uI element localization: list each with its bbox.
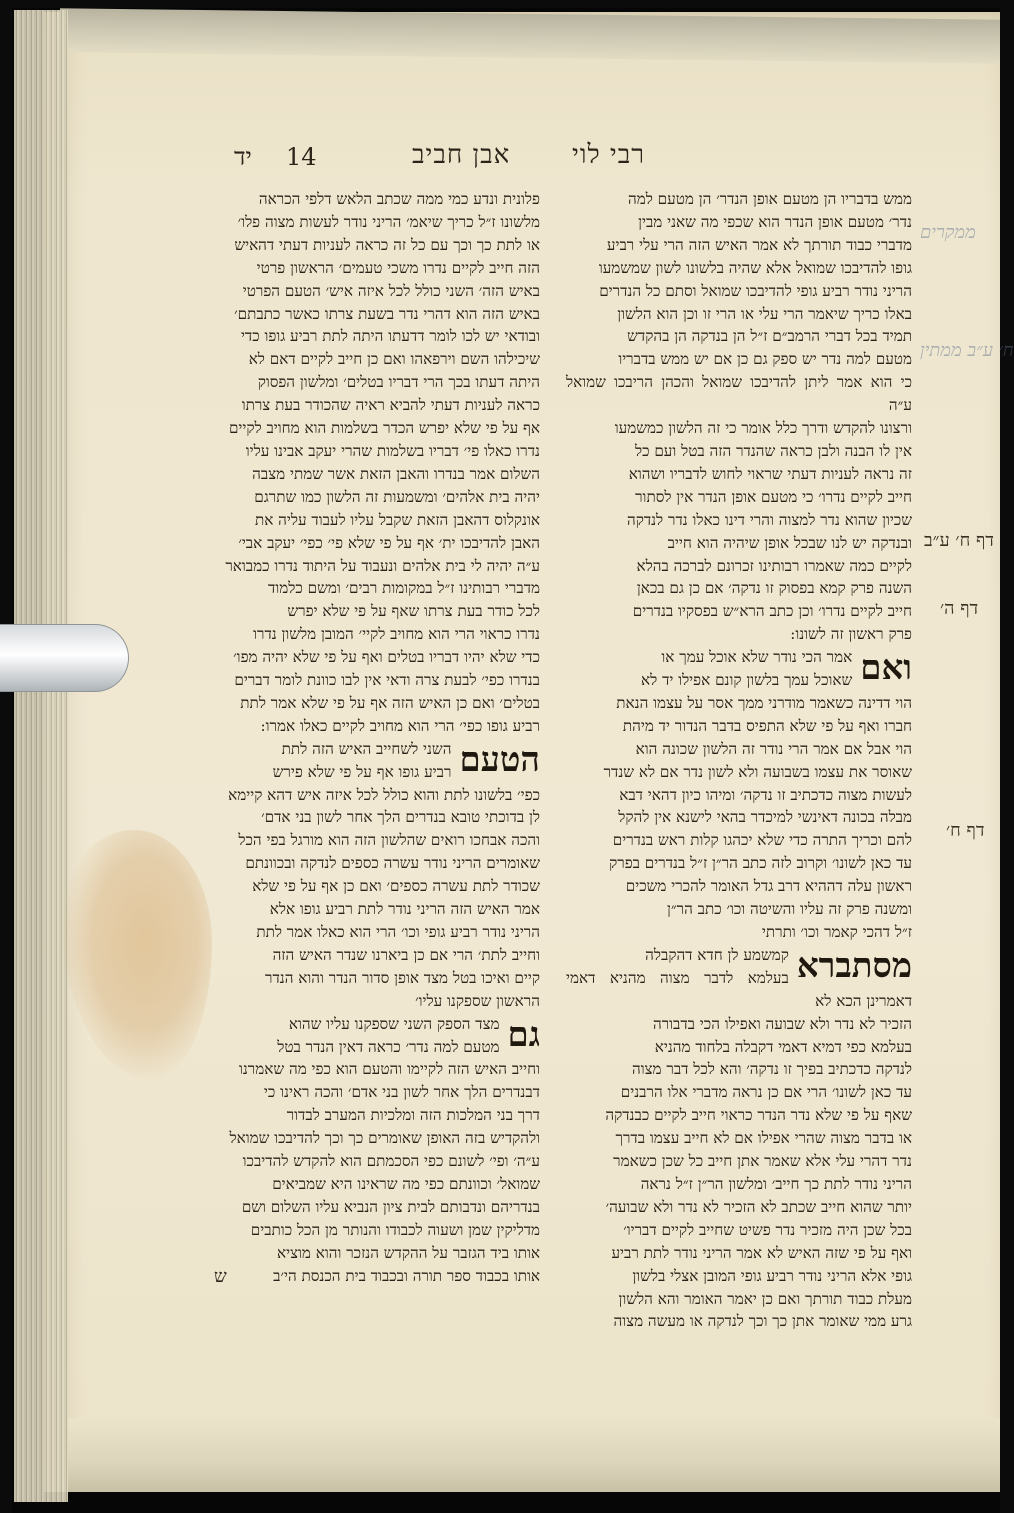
text-column-left bbox=[200, 188, 540, 1288]
margin-note-daf-1: דף ח׳ ע״ב bbox=[924, 530, 994, 551]
running-head-right: רבי לוי bbox=[572, 140, 646, 170]
page-clip bbox=[0, 624, 129, 692]
margin-note-daf-2: דף ה׳ bbox=[940, 598, 979, 619]
text-line: האבן להדיבכו ית׳ אף על פי שלא פי׳ כפי׳ יעקב אבי׳ bbox=[238, 533, 540, 552]
text-line: וחייב האיש הזה לקיימו והטעם הוא כפי מה שאמרנו bbox=[238, 1060, 540, 1079]
text-line: עד כאן לשונו׳ הרי אם כן נראה מדברי אלו הרבנים bbox=[620, 1083, 912, 1102]
text-line: שכיון שהוא נדר למצוה והרי דינו כאלו נדר לנדקה bbox=[626, 510, 912, 529]
text-line: והכה אבחכו רואים שהלשון הזה הוא מורגל בפי הכל bbox=[238, 831, 540, 850]
text-line: להם וכריך התרה כדי שלא יכהגו קלות ראש בנדרים bbox=[612, 831, 912, 850]
text-line: גופי אלא הריני נודר רביע גופי המובן אצלי בלשון bbox=[632, 1266, 912, 1285]
text-line: כדי שלא יהיו דבריו בטלים ואף על פי שלא יהיה מפו׳ bbox=[233, 648, 540, 667]
text-line: כראה לעניות דעתי להביא ראיה שהכודר בעת צרתו bbox=[241, 396, 540, 415]
text-line: ומשנה פרק זה עליו והשיטה וכו׳ כתב הר״ן bbox=[666, 900, 912, 919]
text-line: לנדקה כדכתיב בפיך זו נדקה׳ והא לכל דבר מצוה bbox=[631, 1060, 912, 1079]
text-line: ואף על פי שזה האיש לא אמר הריני נודר לתת רביע bbox=[611, 1243, 912, 1262]
text-line: תמיד בכל דברי הרמב״ם ז״ל הן בנדקה הן בהקדש bbox=[627, 327, 912, 346]
text-line: בטלים׳ ואם כן האיש הזה אף על פי שלא אמר לתת bbox=[240, 693, 540, 712]
text-line: בנדריהם ונדבותם לבית ציון הנביא עליו השלום ושם bbox=[241, 1197, 540, 1216]
catchword: ש bbox=[214, 1266, 237, 1287]
text-line: מבלה בכונה דאינשי למיכדר בהאי לישנא אין להקל bbox=[618, 808, 912, 827]
text-line: היתה דעתו בכך הרי דבריו בטלים׳ ומלשון הפסוק bbox=[257, 373, 540, 392]
lemma-word: גם bbox=[507, 1014, 540, 1055]
text-line: מטעם למה נדר יש ספק גם כן אם יש ממש בדבריו bbox=[618, 350, 912, 369]
text-column-right bbox=[566, 188, 912, 1333]
text-line: אמר הכי נודר שלא אוכל עמך או bbox=[661, 648, 853, 667]
text-line: שאוכל עמך בלשון קונם אפילו יד לא bbox=[641, 671, 853, 690]
text-line: ורצונו להקדש ודרך כלל אומר כי זה הלשון כמשמעו bbox=[614, 419, 912, 438]
text-line: חייב לקיים נדרו׳ כי מטעם אופן הנדר אין לסתור bbox=[635, 487, 912, 506]
text-line: זה נראה לעניות דעתי שראוי לחוש לדבריו ושהוא bbox=[628, 464, 912, 483]
text-line: רביע גופו אף על פי שלא פירש bbox=[272, 762, 452, 781]
running-head-center: אבן חביב bbox=[412, 140, 511, 170]
paragraph-right-3 bbox=[566, 944, 912, 1333]
text-line: אין לו הבנה ולבן כראה שהנדר הזה בטל ועם כל bbox=[634, 441, 912, 460]
text-line: אותו בכבוד ספר תורה ובכבוד בית הכנסת הי׳ב bbox=[273, 1266, 540, 1285]
lemma-word: הטעם bbox=[459, 739, 540, 780]
text-line: ממש בדבריו הן מטעם אופן הנדר׳ הן מטעם למה bbox=[628, 190, 912, 208]
text-line: מדברי כבוד תורתך לא אמר האיש הזה הרי עלי רביע bbox=[606, 235, 912, 254]
text-line: מטעם למה נדר׳ כראה דאין הנדר בטל bbox=[277, 1037, 500, 1056]
text-line: גרע ממי שאומר אתן כך וכך לנדקה או מעשה מצוה bbox=[613, 1312, 912, 1331]
text-line: בנדרו כפי׳ לבעת צרה ודאי אין לבו כוונת לומר דברים bbox=[234, 671, 540, 690]
text-line: השני לשחייב האיש הזה לתת bbox=[281, 739, 452, 758]
text-line: מעלת כבוד תורתך ואם כן יאמר האומר והא הלשון bbox=[618, 1289, 912, 1308]
text-line: הריני נודר לתת כך חייב׳ ומלשון הר״ן ז״ל נראה bbox=[640, 1174, 912, 1193]
text-line: הוי דדינה כשאמר מודרני ממך אסר על עצמו הנאת bbox=[616, 693, 912, 712]
text-line: שכודר לתת עשרה כספים׳ ואם כן אף על פי שלא bbox=[252, 877, 540, 896]
text-line: אונקלוס דהאבן הזאת שקבל עליו לעבוד עליה את bbox=[254, 510, 540, 529]
text-line: דרך בני המלכות הזה ומלכיות המערב לבדור bbox=[286, 1106, 540, 1125]
text-line: נדרו כאלו פי׳ דבריו בשלמות שהרי יעקב אבינו עליו bbox=[245, 441, 540, 460]
text-line: שיכילהו השם וירפאהו ואם כן חייב לקיים דאם לא bbox=[248, 350, 540, 369]
text-line: נדר דהרי עלי אלא שאמר אתן חייב כל שכן כשאמר bbox=[613, 1152, 912, 1171]
text-line: לקיים כמה שאמרו רבותינו זכרונם לברכה בהלא bbox=[636, 556, 912, 575]
text-line: הריני נודר רביע גופי וכו׳ הרי הוא כאלו אמר לתת bbox=[256, 923, 540, 941]
text-line: שמואל׳ וכוונתם כפי מה שראינו היא שמביאים bbox=[272, 1174, 540, 1193]
text-line: הוי אבל אם אמר הרי נודר זה הלשון שכונה הוא bbox=[635, 739, 912, 758]
text-line: נדר׳ מטעם אופן הנדר הוא שכפי מה שאני מבין bbox=[638, 212, 912, 231]
text-line: וחייב לתת׳ הרי אם כן ביארנו שנדר האיש הזה bbox=[272, 945, 540, 964]
text-line: פרק ראשון זה לשונו: bbox=[790, 625, 912, 644]
text-line: מלשונו ז״ל כריך שיאמ׳ הריני נודר לעשות מצוה פלו׳ bbox=[237, 212, 540, 231]
text-line: גופו להדיבכו שמואל אלא שהיה בלשונו לשון שמשמעו bbox=[598, 258, 912, 277]
text-line: או לתת כך וכך עם כל זה כראה לעניות דעתי דהאיש bbox=[234, 235, 540, 254]
text-line: עד כאן לשונו׳ וקרוב לזה כתב הר״ן ז״ל בנדרים בפרק bbox=[609, 854, 912, 873]
text-line: השלום אמר בנדרו והאבן הזאת אשר שמתי מצבה bbox=[252, 464, 540, 483]
text-line: שאף על פי שלא נדר הנדר כראוי חייב לקיים כבנדקה bbox=[605, 1106, 912, 1125]
margin-note-daf-3: דף ח׳ bbox=[946, 820, 985, 841]
text-line: לכל כודר בעת צרתו שאף על פי שלא יפרש bbox=[287, 602, 540, 621]
text-line: ולהקדיש בזה האופן שאומרים כך וכך להדיבכו שמואל bbox=[229, 1129, 540, 1148]
text-line: או בדבר מצוה שהרי אפילו אם לא חייב עצמו בדרך bbox=[615, 1129, 912, 1148]
folio-arabic: 14 bbox=[286, 143, 317, 171]
text-line: באיש הזה הוא דהרי נדר בשעת צרתו כאשר כתבתם׳ bbox=[234, 304, 540, 323]
paragraph-left-3 bbox=[200, 1013, 540, 1288]
page-stack-left-edge bbox=[14, 10, 68, 1502]
text-line: מצד הספק השני שספקנו עליו שהוא bbox=[288, 1014, 500, 1033]
text-line: ע״ה יהיה לי בית אלהים ונעבוד על היתוד נדרו כמבואר bbox=[225, 556, 540, 575]
text-line: בכל שכן היה מזכיר נדר פשיט שחייב לקיים דבריו׳ bbox=[623, 1220, 912, 1239]
text-line: רביע גופו כפי׳ הרי הוא מחויב לקיים כאלו אמרו: bbox=[260, 716, 540, 735]
text-line: חברו ואף על פי שלא התפיס בדבר הנדור יד מיהת bbox=[622, 716, 912, 735]
text-line: ז״ל דהכי קאמר וכו׳ ותרתי bbox=[761, 923, 912, 941]
lemma-word: מסתברא bbox=[796, 945, 912, 986]
text-line: בעלמא לדבר מצוה מהניא דאמי דאמרינן הכא לא bbox=[566, 968, 912, 1010]
text-line: מדליקין שמן ושעוה לכבודו והנותר מן הכל כותבים bbox=[250, 1220, 540, 1239]
text-line: באיש הזה׳ השני כולל לכל איזה איש׳ הטעם הפרטי bbox=[242, 281, 540, 300]
text-line: הריני נודר רביע גופי להדיבכו שמואל וסתם כל הנדרים bbox=[599, 281, 912, 300]
page-bottom-edge bbox=[68, 1418, 1000, 1492]
text-line: חייב לקיים נדרו׳ וכן כתב הרא״ש בפסקיו בנדרים bbox=[632, 602, 912, 621]
text-line: הראשון שספקנו עליו׳ bbox=[415, 991, 540, 1010]
text-line: ובודאי יש לכו לומר דדעתו היתה לתת רביע גופו כדי bbox=[240, 327, 540, 346]
text-line: קיים ואיכו בטל מצד אופן סדור הנדר והוא הנדר bbox=[265, 968, 540, 987]
text-line: לעשות מצוה כדכתיב זו נדקה׳ ומיהו כיון דהאי דבא bbox=[619, 785, 912, 804]
paragraph-right-2 bbox=[566, 646, 912, 944]
text-line: בעלמא כפי דמיא דאמי דקבלה בלחוד מהניא bbox=[654, 1037, 912, 1056]
text-line: כי הוא אמר ליתן להדיבכו שמואל והכהן הריבכו שמואל ע״ה bbox=[566, 373, 912, 415]
text-line: אמר האיש הזה הריני נודר לתת רביע גופו אלא bbox=[269, 900, 540, 919]
text-line: כפי׳ בלשונו לתת והוא כולל לכל איזה איש דהא קיימא bbox=[228, 785, 540, 804]
text-line: דבנדרים הלך אחר לשון בני אדם׳ והכה ראינו כי bbox=[263, 1083, 540, 1102]
text-line: שאומרים הריני נודר עשרה כספים לנדקה ובכוונתם bbox=[245, 854, 540, 873]
text-line: פלונית ונדע כמי ממה שכתב הלאש דלפי הכראה bbox=[258, 190, 540, 208]
text-line: קמשמע לן חדא דהקבלה bbox=[645, 945, 789, 964]
text-line: אותו ביד הגזבר על ההקדש הנזכר והוא מוציא bbox=[276, 1243, 540, 1262]
lemma-word: ואם bbox=[860, 648, 912, 689]
text-line: נדרו כראוי הרי הוא מחויב לקיי׳ המובן מלשון נדרו bbox=[253, 625, 540, 644]
text-line: יותר שהוא חייב שכתב לא הזכיר לא נדר ולא שבועה׳ bbox=[605, 1197, 912, 1216]
margin-faint-note-2: ח׳ ע״ב ממתין bbox=[920, 340, 1014, 361]
paragraph-left-1 bbox=[200, 188, 540, 738]
margin-faint-note-1: ממקרים bbox=[920, 222, 976, 243]
text-line: ע״ה׳ ופי׳ לשונם כפי הסכמתם הוא להקדש להדיבכו bbox=[242, 1152, 540, 1171]
text-line: יהיה בית אלהים׳ ומשמעות זה הלשון כמו שתרגם bbox=[254, 487, 540, 506]
text-line: הזה חייב לקיים נדרו משכי טעמים׳ הראשון פרטי bbox=[256, 258, 540, 277]
text-line: לן בדוכתי טובא בנדרים הלך אחר לשון בני אדם׳ bbox=[261, 808, 540, 827]
text-line: באלו כריך שיאמר הרי עלי או הרי זו וכן הוא הלשון bbox=[617, 304, 912, 323]
text-line: הזכיר לא נדר ולא שבועה ואפילו הכי בדבורה bbox=[652, 1014, 912, 1033]
text-line: אף על פי שלא יפרש הכדר בשלמות הוא מחויב לקיים bbox=[228, 419, 540, 438]
text-line: ובנדקה יש לנו שבכל אופן שיהיה הוא חייב bbox=[667, 533, 912, 552]
text-line: מדברי רבותינו ז״ל במקומות רבים׳ ומשם כלמוד bbox=[268, 579, 540, 598]
folio-hebrew: יד bbox=[234, 143, 252, 171]
text-line: שאוסר את עצמו בשבועה ולא לשון נדר אם לא שנדר bbox=[603, 762, 912, 781]
paragraph-right-1 bbox=[566, 188, 912, 646]
text-line: השנה פרק קמא בפסוק זו נדקה׳ אם כן גם בכאן bbox=[636, 579, 912, 598]
text-line: ראשון עלה דההיא דרב גדל האומר להכרי משכים bbox=[625, 877, 912, 896]
